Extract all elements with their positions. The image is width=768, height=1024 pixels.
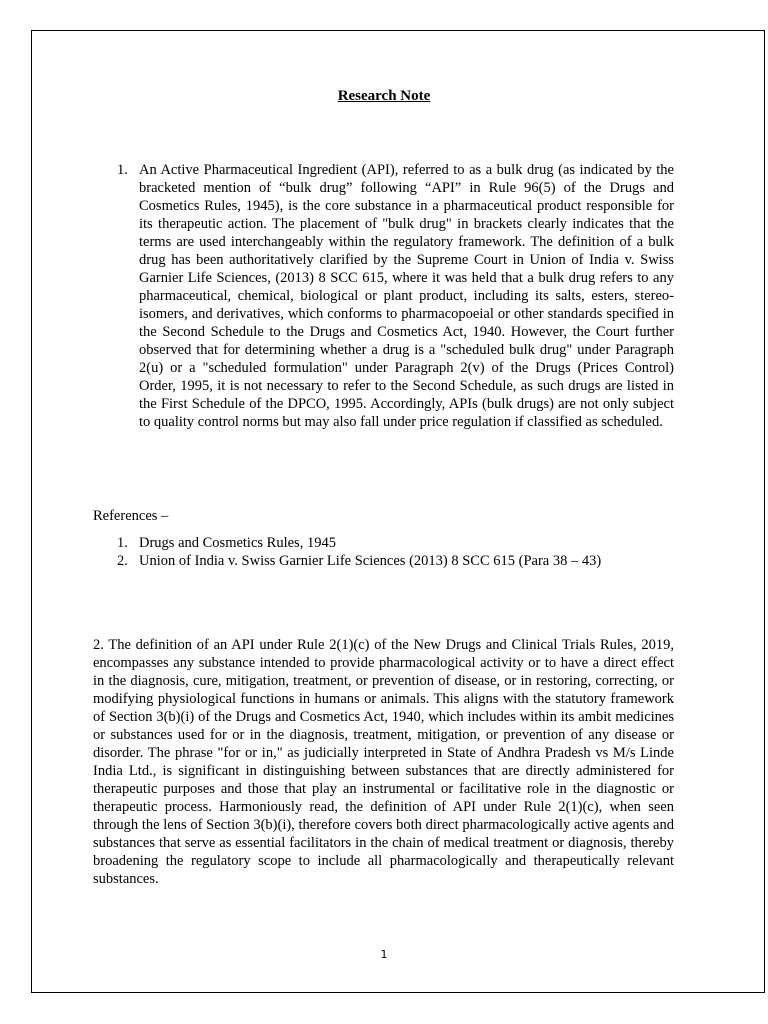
references-heading: References – <box>93 508 169 524</box>
reference-text: Drugs and Cosmetics Rules, 1945 <box>139 535 336 551</box>
references-list <box>117 534 697 570</box>
reference-text: Union of India v. Swiss Garnier Life Sciences (2013) 8 SCC 615 (Para 38 – 43) <box>139 553 602 569</box>
reference-item <box>117 534 697 552</box>
reference-number: 2. <box>117 553 128 569</box>
reference-number: 1. <box>117 535 128 551</box>
reference-item <box>117 552 697 570</box>
paragraph-2: 2. The definition of an API under Rule 2(1)(c) of the New Drugs and Clinical Trials Rules, 2019, encompasses any substance intended to provide pharmacological activity or to have a direct effect in the diagnosis, cure, mitigation, treatment, or prevention of disease, or in restoring, correcting, or modifying physiological functions in humans or animals. This aligns with the statutory framework of Section 3(b)(i) of the Drugs and Cosmetics Act, 1940, which includes within its ambit medicines or substances used for or in the diagnosis, treatment, mitigation, or prevention of any disease or disorder. The phrase "for or in," as judicially interpreted in State of Andhra Pradesh vs M/s Linde India Ltd., is significant in distinguishing between substances that are directly administered for therapeutic purposes and those that play an instrumental or facilitative role in the diagnostic or therapeutic process. Harmoniously read, the definition of API under Rule 2(1)(c), when seen through the lens of Section 3(b)(i), therefore covers both direct pharmacologically active agents and substances that serve as essential facilitators in the chain of medical treatment or diagnosis, thereby broadening the regulatory scope to include all pharmacologically and therapeutically relevant substances. <box>93 637 674 887</box>
page-number: 1 <box>380 948 388 961</box>
paragraph-text: An Active Pharmaceutical Ingredient (API), referred to as a bulk drug (as indicated by the bracketed mention of “bulk drug” following “API” in Rule 96(5) of the Drugs and Cosmetics Rules, 1945), is the core substance in a pharmaceutical product responsible for its therapeutic action. The placement of "bulk drug" in brackets clearly indicates that the terms are used interchangeably within the regulatory framework. The definition of a bulk drug has been authoritatively clarified by the Supreme Court in Union of India v. Swiss Garnier Life Sciences, (2013) 8 SCC 615, where it was held that a bulk drug refers to any pharmaceutical, chemical, biological or plant product, including its salts, esters, stereo-isomers, and derivatives, which conforms to pharmacopoeial or other standards specified in the Second Schedule to the Drugs and Cosmetics Act, 1940. However, the Court further observed that for determining whether a drug is a "scheduled bulk drug" under Paragraph 2(u) or a "scheduled formulation" under Paragraph 2(v) of the Drugs (Prices Control) Order, 1995, it is not necessary to refer to the Second Schedule, as such drugs are listed in the First Schedule of the DPCO, 1995. Accordingly, APIs (bulk drugs) are not only subject to quality control norms but may also fall under price regulation if classified as scheduled. <box>139 162 674 430</box>
paragraph-number: 1. <box>117 162 128 178</box>
document-title: Research Note <box>337 88 431 104</box>
numbered-paragraph-1 <box>117 161 674 431</box>
